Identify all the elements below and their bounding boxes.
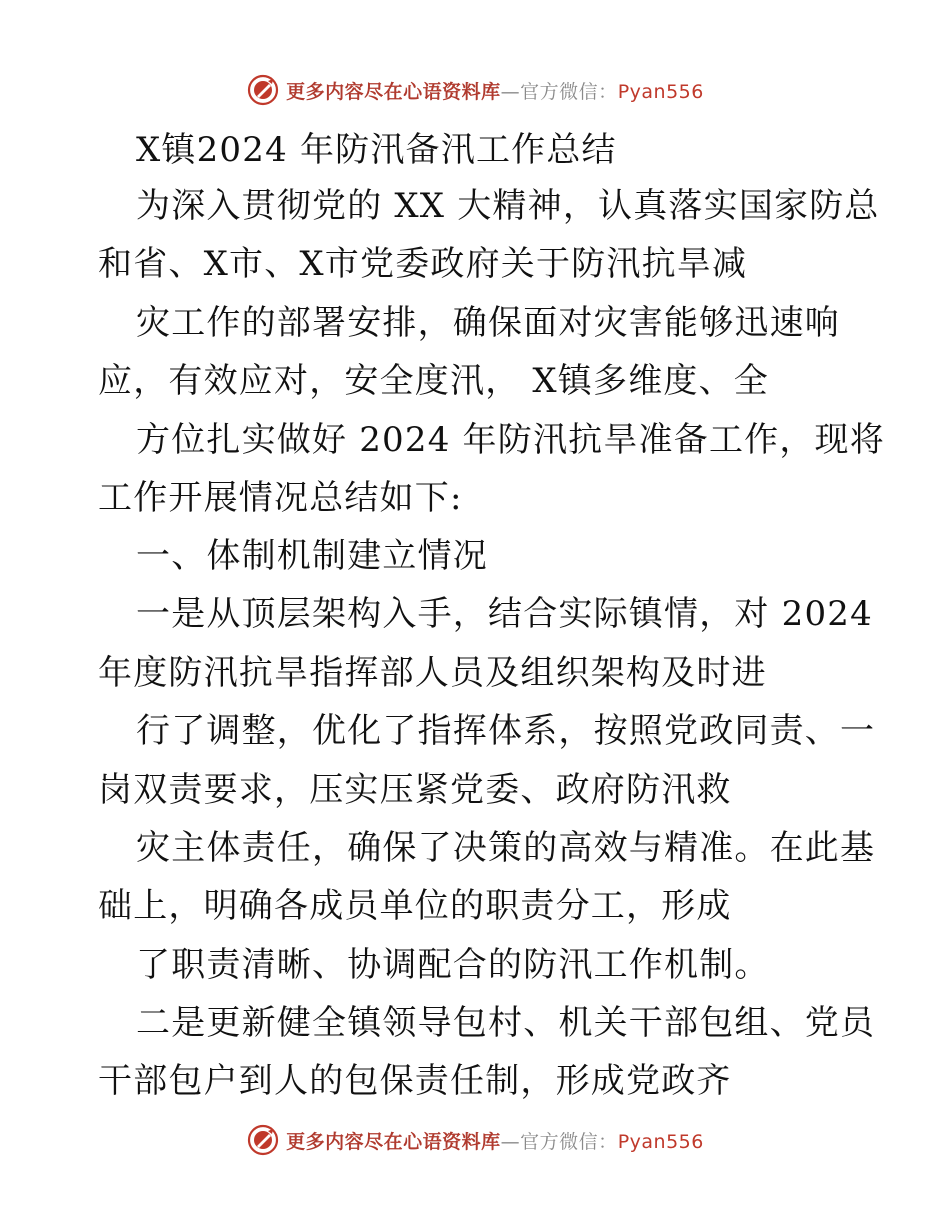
watermark-wechat-id: Pyan556 (617, 80, 704, 103)
paragraph-line: 岗双责要求，压实压紧党委、政府防汛救 (98, 770, 732, 810)
watermark-aux-text: 官方微信： (520, 80, 618, 103)
watermark-dash: — (500, 80, 521, 103)
paragraph-line: 应，有效应对，安全度汛， X镇多维度、全 (98, 361, 770, 401)
quill-seal-icon (246, 73, 280, 107)
paragraph-line: 灾工作的部署安排，确保面对灾害能够迅速响 (136, 303, 840, 343)
paragraph-line: 二是更新健全镇领导包村、机关干部包组、党员 (136, 1003, 876, 1043)
watermark-dash: — (500, 1130, 521, 1153)
paragraph-line: 了职责清晰、协调配合的防汛工作机制。 (136, 945, 770, 985)
watermark-main-text: 更多内容尽在心语资料库 (286, 80, 501, 103)
paragraph-line: 一是从顶层架构入手，结合实际镇情，对 2024 (136, 594, 873, 634)
paragraph-line: 和省、X市、X市党委政府关于防汛抗旱减 (98, 244, 748, 284)
section-heading: 一、体制机制建立情况 (136, 536, 488, 576)
document-title: X镇2024 年防汛备汛工作总结 (136, 130, 617, 170)
header-watermark (0, 70, 950, 110)
watermark-main-text: 更多内容尽在心语资料库 (286, 1130, 501, 1153)
paragraph-line: 方位扎实做好 2024 年防汛抗旱准备工作，现将 (136, 420, 885, 460)
paragraph-line: 年度防汛抗旱指挥部人员及组织架构及时进 (98, 653, 767, 693)
paragraph-line: 灾主体责任，确保了决策的高效与精准。在此基 (136, 828, 876, 868)
paragraph-line: 为深入贯彻党的 XX 大精神，认真落实国家防总 (136, 186, 880, 226)
footer-watermark (0, 1120, 950, 1160)
paragraph-line: 础上，明确各成员单位的职责分工，形成 (98, 886, 732, 926)
paragraph-line: 干部包户到人的包保责任制，形成党政齐 (98, 1061, 732, 1101)
quill-seal-icon (246, 1123, 280, 1157)
watermark-aux-text: 官方微信： (520, 1130, 618, 1153)
watermark-wechat-id: Pyan556 (617, 1130, 704, 1153)
watermark-text (286, 1127, 704, 1154)
paragraph-line: 行了调整，优化了指挥体系，按照党政同责、一 (136, 711, 876, 751)
watermark-text (286, 77, 704, 104)
paragraph-line: 工作开展情况总结如下: (98, 478, 463, 518)
